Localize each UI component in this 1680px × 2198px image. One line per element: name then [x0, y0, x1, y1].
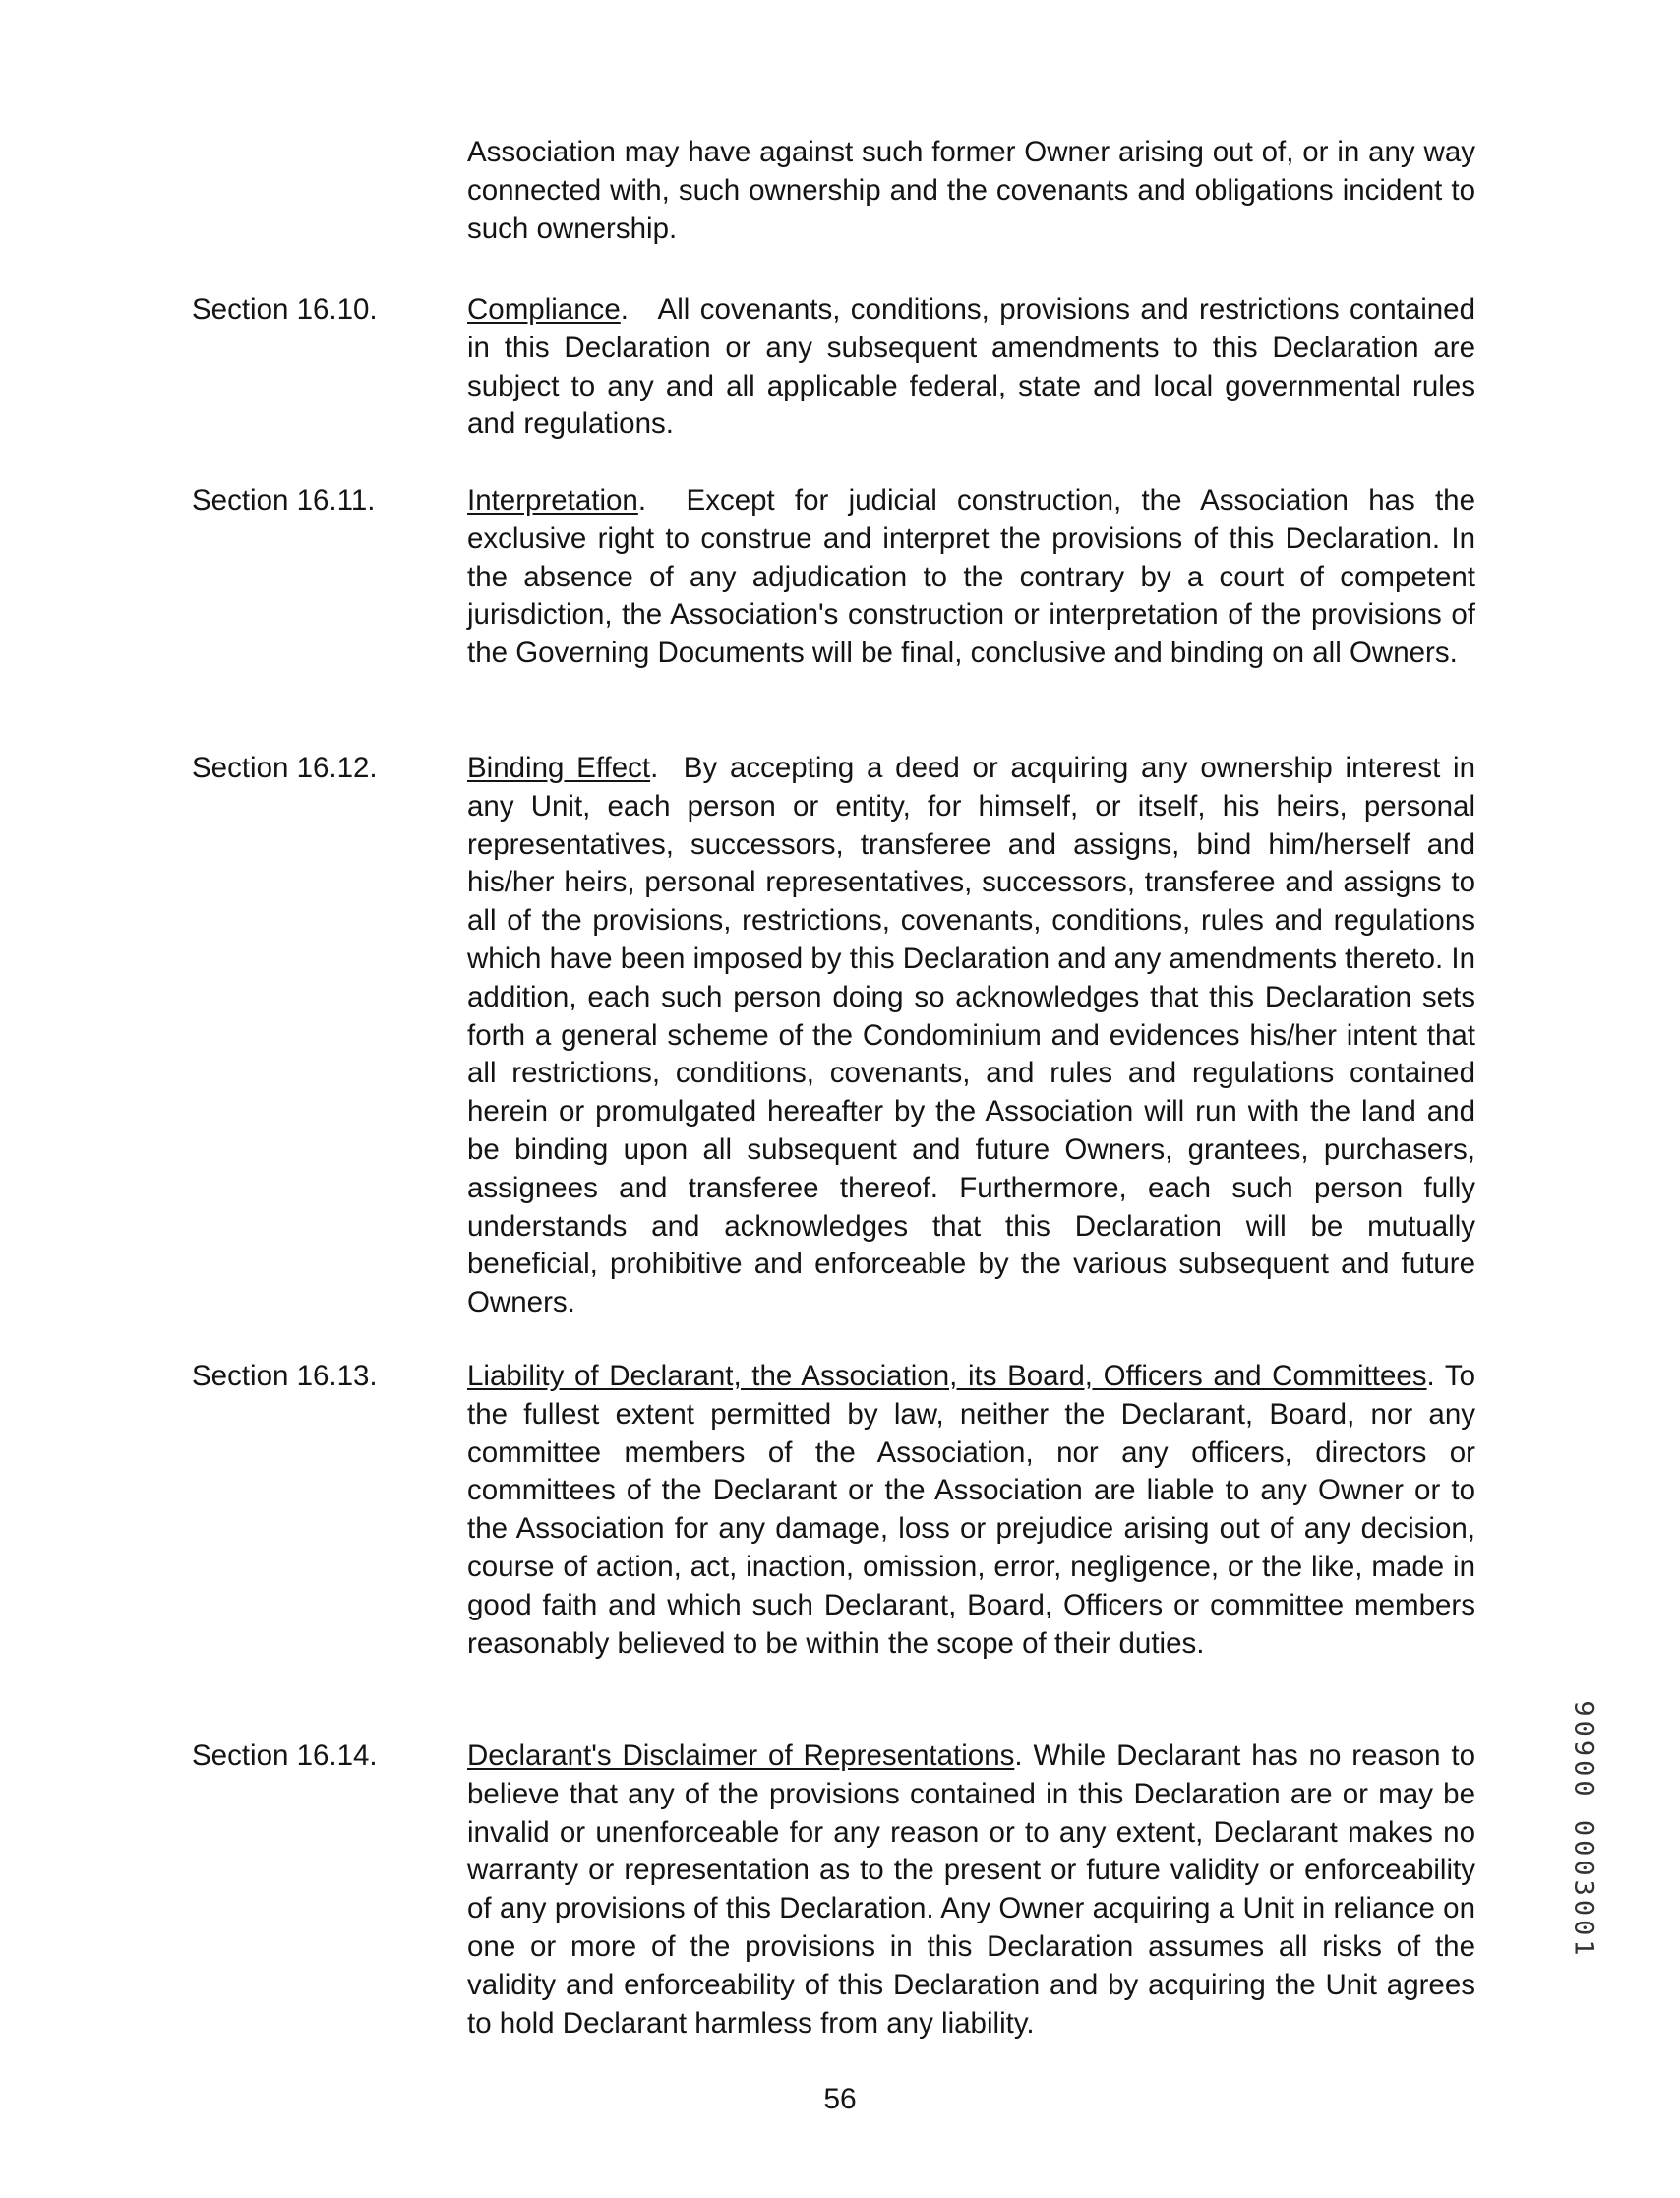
- section-heading: Interpretation: [467, 484, 638, 517]
- section-body: To the fullest extent permitted by law, neither the Declarant, Board, nor any committee members of the Association, nor any officers, directors or committees of the Declarant or the Association are liable to any Owner or to the Association for any damage, loss or prejudice arising out of any decision, course of action, act, inaction, omission, error, negligence, or the like, made in good faith and which such Declarant, Board, Officers or committee members reasonably believed to be within the scope of their duties.: [467, 1360, 1476, 1660]
- section-number-16-12: Section 16.12.: [192, 752, 378, 784]
- section-16-14-paragraph: Declarant's Disclaimer of Representations. While Declarant has no reason to believe that any of the provisions contained in this Declaration are or may be invalid or unenforceable for any reason or to any extent, Declarant makes no warranty or representation as to the present or future validity or enforceability of any provisions of this Declaration. Any Owner acquiring a Unit in reliance on one or more of the provisions in this Declaration assumes all risks of the validity and enforceability of this Declaration and by acquiring the Unit agrees to hold Declarant harmless from any liability.: [467, 1740, 1475, 2040]
- margin-stamp-text: 90900 0003001: [1568, 1700, 1599, 1960]
- section-number-16-13: Section 16.13.: [192, 1360, 378, 1392]
- section-16-11-paragraph: Interpretation. Except for judicial construction, the Association has the exclusive right to construe and interpret the provisions of this Declaration. In the absence of any adjudication to the contrary by a court of competent jurisdiction, the Association's construction or interpretation of the provisions of the Governing Documents will be final, conclusive and binding on all Owners.: [467, 484, 1475, 670]
- section-number-16-11: Section 16.11.: [192, 484, 376, 517]
- section-16-13-paragraph: Liability of Declarant, the Association, its Board, Officers and Committees. To the fullest extent permitted by law, neither the Declarant, Board, nor any committee members of the Association, nor any officers, directors or committees of the Declarant or the Association are liable to any Owner or to the Association for any damage, loss or prejudice arising out of any decision, course of action, act, inaction, omission, error, negligence, or the like, made in good faith and which such Declarant, Board, Officers or committee members reasonably believed to be within the scope of their duties.: [467, 1360, 1476, 1660]
- section-16-12-paragraph: Binding Effect. By accepting a deed or acquiring any ownership interest in any Unit, each person or entity, for himself, or itself, his heirs, personal representatives, successors, transferee and assigns, bind him/herself and his/her heirs, personal representatives, successors, transferee and assigns to all of the provisions, restrictions, covenants, conditions, rules and regulations which have been imposed by this Declaration and any amendments thereto. In addition, each such person doing so acknowledges that this Declaration sets forth a general scheme of the Condominium and evidences his/her intent that all restrictions, conditions, covenants, and rules and regulations contained herein or promulgated hereafter by the Association will run with the land and be binding upon all subsequent and future Owners, grantees, purchasers, assignees and transferee thereof. Furthermore, each such person fully understands and acknowledges that this Declaration will be mutually beneficial, prohibitive and enforceable by the various subsequent and future Owners.: [467, 752, 1475, 1319]
- section-16-10-paragraph: Compliance. All covenants, conditions, provisions and restrictions contained in this Declaration or any subsequent amendments to this Declaration are subject to any and all applicable federal, state and local governmental rules and regulations.: [467, 293, 1475, 441]
- section-heading: Compliance: [467, 293, 621, 326]
- section-heading: Declarant's Disclaimer of Representations: [467, 1740, 1015, 1772]
- section-body: All covenants, conditions, provisions and restrictions contained in this Declaration or any subsequent amendments to this Declaration are subject to any and all applicable federal, state and local governmental rules and regulations.: [467, 293, 1475, 441]
- section-body: While Declarant has no reason to believe that any of the provisions contained in this Declaration are or may be invalid or unenforceable for any reason or to any extent, Declarant makes no warranty or representation as to the present or future validity or enforceability of any provisions of this Declaration. Any Owner acquiring a Unit in reliance on one or more of the provisions in this Declaration assumes all risks of the validity and enforceability of this Declaration and by acquiring the Unit agrees to hold Declarant harmless from any liability.: [467, 1740, 1475, 2040]
- section-number-16-14: Section 16.14.: [192, 1740, 378, 1772]
- section-body: By accepting a deed or acquiring any ownership interest in any Unit, each person or entity, for himself, or itself, his heirs, personal representatives, successors, transferee and assigns, bind him/herself and his/her heirs, personal representatives, successors, transferee and assigns to all of the provisions, restrictions, covenants, conditions, rules and regulations which have been imposed by this Declaration and any amendments thereto. In addition, each such person doing so acknowledges that this Declaration sets forth a general scheme of the Condominium and evidences his/her intent that all restrictions, conditions, covenants, and rules and regulations contained herein or promulgated hereafter by the Association will run with the land and be binding upon all subsequent and future Owners, grantees, purchasers, assignees and transferee thereof. Furthermore, each such person fully understands and acknowledges that this Declaration will be mutually beneficial, prohibitive and enforceable by the various subsequent and future Owners.: [467, 752, 1475, 1319]
- section-number-16-10: Section 16.10.: [192, 293, 378, 326]
- section-heading: Liability of Declarant, the Association, its Board, Officers and Committees: [467, 1360, 1427, 1392]
- section-heading: Binding Effect: [467, 752, 651, 784]
- page-number: 56: [823, 2083, 857, 2115]
- section-body: Except for judicial construction, the Association has the exclusive right to construe and interpret the provisions of this Declaration. In the absence of any adjudication to the contrary by a court of competent jurisdiction, the Association's construction or interpretation of the provisions of the Governing Documents will be final, conclusive and binding on all Owners.: [467, 484, 1475, 670]
- intro-paragraph: Association may have against such former Owner arising out of, or in any way connected with, such ownership and the covenants and obligations incident to such ownership.: [467, 136, 1475, 245]
